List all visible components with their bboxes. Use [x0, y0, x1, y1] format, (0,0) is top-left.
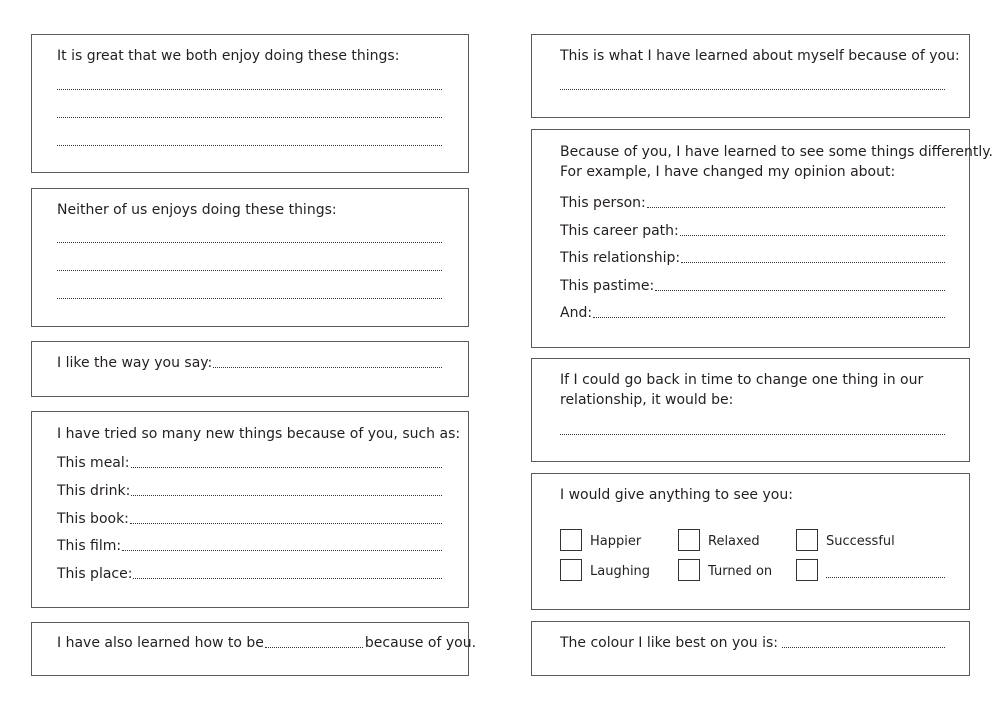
opinion-item-and	[560, 304, 945, 322]
tried-item-label: This book:	[57, 511, 129, 527]
neither-enjoys-line-1[interactable]	[57, 242, 442, 243]
tried-item-label: This drink:	[57, 483, 131, 499]
opinion-item-career-path	[560, 222, 945, 240]
tried-item-label: This film:	[57, 538, 122, 554]
opinion-item-label: This pastime:	[560, 278, 655, 294]
checkbox-label-relaxed: Relaxed	[708, 534, 760, 549]
opinion-item-label: This person:	[560, 195, 646, 211]
tried-item-label: This meal:	[57, 455, 130, 471]
go-back-in-time-prompt-line1: If I could go back in time to change one thing in our	[560, 372, 924, 388]
section-neither-enjoys	[31, 188, 469, 327]
colour-line[interactable]	[782, 647, 945, 648]
learned-how-to-be-prefix: I have also learned how to be	[57, 635, 264, 651]
tried-item-meal	[57, 454, 442, 472]
tried-item-line[interactable]	[130, 523, 442, 524]
colour-label: The colour I like best on you is:	[560, 635, 779, 651]
tried-item-drink	[57, 482, 442, 500]
checkbox-label-happier: Happier	[590, 534, 642, 549]
tried-item-place	[57, 565, 442, 583]
checkbox-label-turned-on: Turned on	[708, 564, 773, 579]
opinion-item-line[interactable]	[655, 290, 945, 291]
section-like-way-you-say	[31, 341, 469, 397]
tried-new-things-prompt: I have tried so many new things because of you, such as:	[57, 426, 461, 442]
go-back-in-time-prompt-line2: relationship, it would be:	[560, 392, 734, 408]
learned-how-to-be-suffix: because of you.	[364, 635, 477, 651]
opinion-item-relationship	[560, 249, 945, 267]
learned-about-myself-line[interactable]	[560, 89, 945, 90]
neither-enjoys-prompt: Neither of us enjoys doing these things:	[57, 202, 337, 218]
section-see-you	[531, 473, 970, 610]
opinion-item-line[interactable]	[593, 317, 945, 318]
opinion-item-label: This career path:	[560, 223, 679, 239]
both-enjoy-line-2[interactable]	[57, 117, 442, 118]
checkbox-happier[interactable]	[560, 529, 582, 551]
tried-item-label: This place:	[57, 566, 133, 582]
tried-item-line[interactable]	[131, 495, 442, 496]
tried-item-line[interactable]	[133, 578, 442, 579]
checkbox-label-laughing: Laughing	[590, 564, 651, 579]
learned-about-myself-prompt: This is what I have learned about myself because of you:	[560, 48, 960, 64]
checkbox-successful[interactable]	[796, 529, 818, 551]
section-tried-new-things	[31, 411, 469, 608]
section-learned-how-to-be	[31, 622, 477, 676]
go-back-in-time-line[interactable]	[560, 434, 945, 435]
checkbox-other-line[interactable]	[826, 577, 945, 578]
tried-item-book	[57, 510, 442, 528]
opinion-item-person	[560, 194, 945, 212]
opinion-item-line[interactable]	[680, 235, 945, 236]
see-you-prompt: I would give anything to see you:	[560, 487, 793, 503]
tried-item-line[interactable]	[122, 550, 442, 551]
see-differently-prompt-line2: For example, I have changed my opinion about:	[560, 164, 896, 180]
tried-item-film	[57, 537, 442, 555]
both-enjoy-line-1[interactable]	[57, 89, 442, 90]
neither-enjoys-line-2[interactable]	[57, 270, 442, 271]
checkbox-other[interactable]	[796, 559, 818, 581]
see-differently-prompt-line1: Because of you, I have learned to see some things differently.	[560, 144, 993, 160]
colour-row	[560, 634, 945, 652]
tried-item-line[interactable]	[131, 467, 443, 468]
opinion-item-line[interactable]	[647, 207, 945, 208]
like-way-you-say-row	[57, 354, 442, 372]
checkbox-turned-on[interactable]	[678, 559, 700, 581]
both-enjoy-line-3[interactable]	[57, 145, 442, 146]
section-colour	[531, 621, 970, 676]
like-way-you-say-label: I like the way you say:	[57, 355, 213, 371]
opinion-item-pastime	[560, 277, 945, 295]
section-go-back-in-time	[531, 358, 970, 462]
checkbox-label-successful: Successful	[826, 534, 895, 549]
learned-how-to-be-row	[57, 634, 477, 652]
checkbox-relaxed[interactable]	[678, 529, 700, 551]
section-see-differently	[531, 129, 993, 348]
neither-enjoys-line-3[interactable]	[57, 298, 442, 299]
checkbox-laughing[interactable]	[560, 559, 582, 581]
learned-how-to-be-line[interactable]	[265, 647, 363, 648]
opinion-item-label: And:	[560, 305, 593, 321]
opinion-item-label: This relationship:	[560, 250, 681, 266]
section-both-enjoy	[31, 34, 469, 173]
both-enjoy-prompt: It is great that we both enjoy doing these things:	[57, 48, 400, 64]
like-way-you-say-line[interactable]	[213, 367, 442, 368]
opinion-item-line[interactable]	[681, 262, 945, 263]
section-learned-about-myself	[531, 34, 970, 118]
